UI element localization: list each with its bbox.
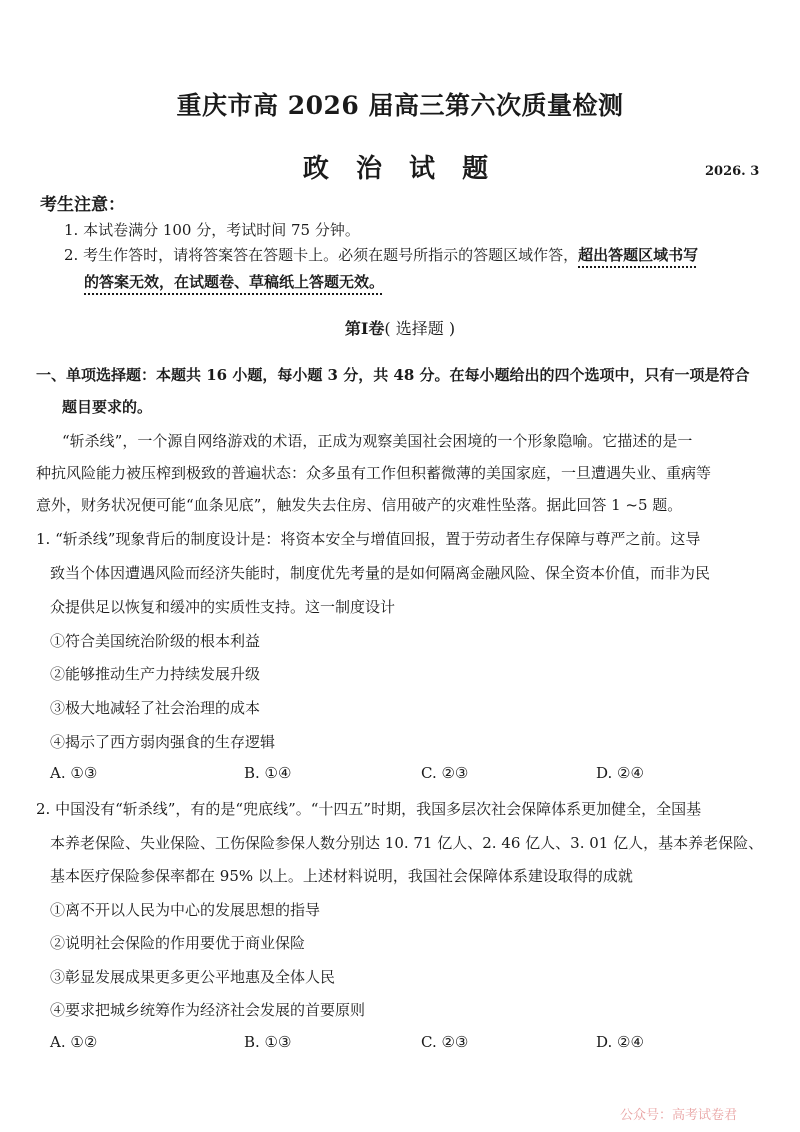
q1-stem-line-2: 致当个体因遭遇风险而经济失能时，制度优先考量的是如何隔离金融风险、保全资本价值，而非为民 [50, 564, 711, 582]
q2-choice-a: A. ①② [50, 1033, 98, 1051]
q2-choice-c: C. ②③ [421, 1033, 469, 1051]
volume-subtitle: ( 选择题 ) [384, 319, 456, 338]
q1-statement-4: ④揭示了西方弱肉强食的生存逻辑 [50, 733, 276, 751]
notice-item-2-text: 2. 考生作答时，请将答案答在答题卡上。必须在题号所指示的答题区域作答， [64, 246, 579, 264]
q2-choice-b: B. ①③ [244, 1033, 292, 1051]
notice-item-2-line-1 [64, 244, 698, 265]
notice-item-1: 1. 本试卷满分 100 分，考试时间 75 分钟。 [64, 221, 360, 239]
q1-stem-line-3: 众提供足以恢复和缓冲的实质性支持。这一制度设计 [50, 598, 396, 616]
q1-statement-1: ①符合美国统治阶级的根本利益 [50, 632, 261, 650]
material-line-3: 意外，财务状况便可能“血条见底”，触发失去住房、信用破产的灾难性坠落。据此回答 1 ~5 题。 [36, 496, 683, 514]
q2-statement-4: ④要求把城乡统筹作为经济社会发展的首要原则 [50, 1001, 366, 1019]
q1-choice-a: A. ①③ [50, 764, 98, 782]
q2-statement-2: ②说明社会保险的作用要优于商业保险 [50, 934, 306, 952]
subject-title: 政 治 试 题 [302, 154, 498, 184]
q2-choice-d: D. ②④ [596, 1033, 644, 1051]
notice-heading: 考生注意： [40, 195, 125, 215]
q2-stem-line-3: 基本医疗保险参保率都在 95% 以上。上述材料说明，我国社会保障体系建设取得的成就 [50, 867, 633, 885]
notice-emphasis-1: 超出答题区域书写 [578, 246, 699, 264]
material-line-1: “斩杀线”，一个源自网络游戏的术语，正成为观察美国社会困境的一个形象隐喻。它描述的是一 [62, 432, 693, 450]
q1-choice-b: B. ①④ [244, 764, 292, 782]
q2-statement-1: ①离不开以人民为中心的发展思想的指导 [50, 901, 321, 919]
section-instructions-line-2: 题目要求的。 [62, 398, 153, 416]
volume-heading [0, 316, 800, 339]
q1-stem-line-1: 1. “斩杀线”现象背后的制度设计是：将资本安全与增值回报，置于劳动者生存保障与尊严之前。这导 [36, 530, 701, 548]
q2-stem-line-2: 本养老保险、失业保险、工伤保险参保人数分别达 10. 71 亿人、2. 46 亿人、3. 01 亿人，基本养老保险、 [50, 834, 764, 852]
notice-emphasis-2: 的答案无效，在试题卷、草稿纸上答题无效。 [84, 273, 385, 291]
exam-date: 2026. 3 [705, 164, 760, 179]
section-instructions-line-1: 一、单项选择题：本题共 16 小题，每小题 3 分，共 48 分。在每小题给出的四个选项中，只有一项是符合 [36, 366, 750, 384]
volume-title: 第Ⅰ卷 [344, 319, 385, 338]
q1-statement-3: ③极大地减轻了社会治理的成本 [50, 699, 261, 717]
q1-choice-c: C. ②③ [421, 764, 469, 782]
exam-title: 重庆市高 2026 届高三第六次质量检测 [176, 91, 624, 120]
q2-stem-line-1: 2. 中国没有“斩杀线”，有的是“兜底线”。“十四五”时期，我国多层次社会保障体系更加健全，全国基 [36, 800, 702, 818]
material-line-2: 种抗风险能力被压榨到极致的普遍状态：众多虽有工作但积蓄微薄的美国家庭，一旦遭遇失业、重病等 [36, 464, 712, 482]
q1-choice-d: D. ②④ [596, 764, 644, 782]
q2-statement-3: ③彰显发展成果更多更公平地惠及全体人民 [50, 968, 336, 986]
watermark: 公众号：高考试卷君 [620, 1108, 738, 1123]
q1-statement-2: ②能够推动生产力持续发展升级 [50, 665, 261, 683]
